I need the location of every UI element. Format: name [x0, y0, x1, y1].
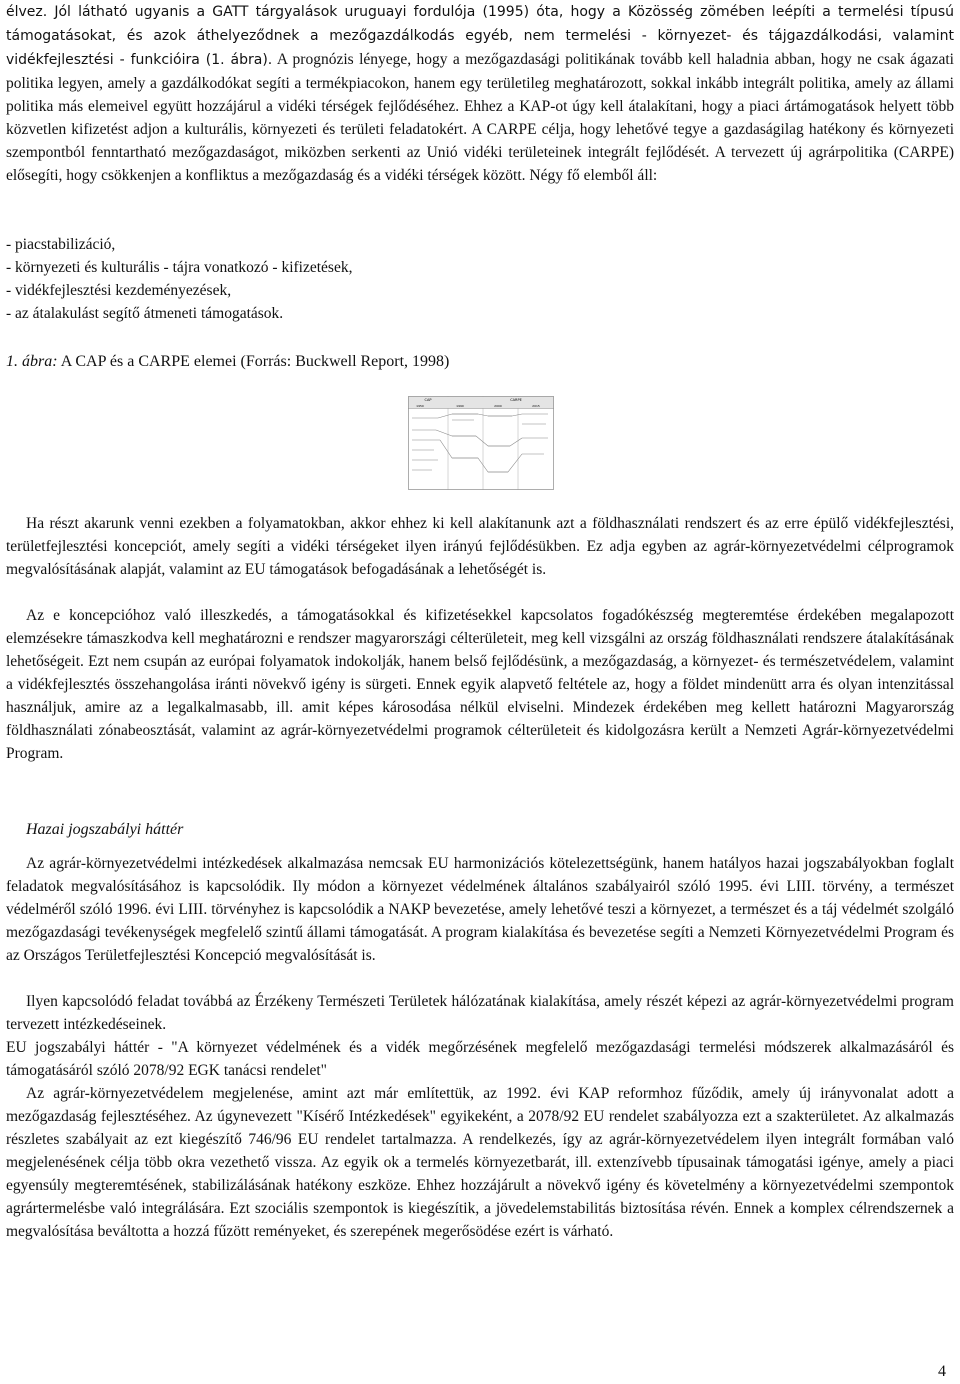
paragraph-domestic-law: Az agrár-környezetvédelmi intézkedések alkalmazása nemcsak EU harmonizációs kötelezettségünk, hanem hatályos hazai jogszabályokban foglalt feladatok megvalósításához is kapcsolódik. Ily módon a környezet védelmének általános szabályairól szóló 1995. évi LIII. törvény, a természet védelméről szóló 1996. évi LIII. törvényhez is kapcsolódik a NAKP bevezetése, amely lehetővé teszi a környezet, a természet és a táj védelmét szolgáló mezőgazdasági tevékenységek megfelelő szintű állami támogatását. A program kialakítása és bevezetése segíti a Nemzeti Környezetvédelmi Program és az Országos Területfejlesztési Koncepció megvalósítását is. — [6, 855, 954, 964]
paragraph-gatt-serif-text: A prognózis lényege, hogy a mezőgazdasági politikának tovább kell haladnia abban, hogy ne csak ágazati politika legyen, amely a gazdálkodókat segíti a termékpiacokon, hanem egy területileg meghatározott, sokkal inkább integrált politika, amely az állami politika más elemeivel együtt hozzájárul a vidéki térségek fejlődéséhez. Ehhez a KAP-ot úgy kell átalakítani, hogy a piaci ártámogatások helyett több közvetlen kifizetést adjon a kulturális, környezeti és területi feladatokért. A CARPE célja, hogy lehetővé tegye a gazdaságilag hatékony és környezeti szempontból fenntartható mezőgazdaságot, miközben serkenti az Unió vidéki területeinek integrált fejlődését. A tervezett új agrárpolitika (CARPE) elősegíti, hogy csökkenjen a konfliktus a mezőgazdaság és a vidéki térségek között. Négy fő elemből áll: — [6, 51, 954, 184]
paragraph-gatt — [6, 0, 954, 187]
paragraph-processes: Ha részt akarunk venni ezekben a folyamatokban, akkor ehhez ki kell alakítanunk azt a földhasználati rendszert és az erre épülő vidékfejlesztési, területfejlesztési koncepciót, amely segíti a vidéki térségeket ilyen irányú fejlődésükben. Ez adja egyben az agrár-környezetvédelmi célprogramok megvalósításának alapját, valamint az EU támogatások befogadásának a lehetőségét is. — [6, 515, 954, 578]
paragraph-concept: Az e koncepcióhoz való illeszkedés, a támogatásokkal és kifizetésekkel kapcsolatos fogadókészség megteremtése érdekében megalapozott elemzésekre támaszkodva kell meghatározni e rendszer magyarországi célterületeit, meg kell vizsgálni az ország földhasználati rendszere átalakításának lehetőségeit. Ezt nem csupán az európai folyamatok indokolják, hanem belső fejlődésünk, a mezőgazdaság, a környezet- és természetvédelem, valamint a vidékfejlesztés összehangolása iránti növekvő igény is sürgeti. Ennek egyik alapvető feltétele az, hogy a földet mindenütt arra és olyan intenzitással használjuk, amire az a legalkalmasabb, ill. amit képes károsodása nélkül elviselni. Mindezek érdekében meg kellett határozni Magyarország földhasználati zónabeosztását, valamint az agrár-környezetvédelmi programok célterületeit és kidolgozásra került a Nemzeti Agrár-környezetvédelmi Program. — [6, 607, 954, 762]
figure-year-label: 2015 — [532, 404, 540, 408]
cap-carpe-figure — [408, 396, 554, 490]
paragraph-gatt-sans-text: élvez. Jól látható ugyanis a GATT tárgyalások uruguayi fordulója (1995) óta, hogy a Közösség zömében leépíti a termelési típusú támogatásokat, és azok áthelyeződnek a mezőgazdálkodás egyéb, nem termelési - környezet- és tájgazdálkodási, valamint vidékfejlesztési - funkcióira (1. ábra). — [6, 4, 954, 68]
figure-label-carpe: CARPE — [510, 398, 522, 402]
list-item: - az átalakulást segítő átmeneti támogatások. — [6, 305, 284, 322]
carpe-elements-list — [6, 233, 352, 325]
figure-year-label: 1950 — [416, 404, 424, 408]
section-heading: Hazai jogszabályi háttér — [26, 821, 184, 838]
page-number: 4 — [938, 1363, 946, 1380]
figure-caption-label: 1. ábra: — [6, 353, 58, 370]
figure-label-cap: CAP — [424, 398, 432, 402]
figure-caption-text: A CAP és a CARPE elemei (Forrás: Buckwell Report, 1998) — [60, 353, 450, 370]
figure-year-label: 1990 — [456, 404, 464, 408]
figure-year-label: 2000 — [494, 404, 502, 408]
list-item: - vidékfejlesztési kezdeményezések, — [6, 282, 232, 299]
paragraph-agri-environment: Az agrár-környezetvédelem megjelenése, amint azt már említettük, az 1992. évi KAP reformhoz fűződik, amely új irányvonalat adott a mezőgazdaság fejlesztéséhez. Az úgynevezett "Kísérő Intézkedések" egyikeként, a 2078/92 EU rendelet szabályozza ezt a szakterületet. Az alkalmazás részletes szabályait az ezt kiegészítő 746/96 EU rendelet tartalmazza. A rendelkezés, így az agrár-környezetvédelem ilyen integrált formában való megjelenésének célja több okra vezethető vissza. Az egyik ok a termelés környezetbarát, ill. extenzívebb típusainak támogatási igénye, amely a piaci egyensúly megteremtésének, stabilizálásának hatékony eszköze. Ehhez hozzájárult a növekvő igény és követelmény a környezetvédelmi szempontok agrártermelésbe való integrálására. Ezt szociális szempontok is kiegészítik, a jövedelemstabilitás biztosítása révén. Ennek a komplex célrendszernek a megvalósítása beváltotta a hozzá fűzött reményeket, és szerepének megerősödése ezért is várható. — [6, 1085, 954, 1240]
list-item: - piacstabilizáció, — [6, 236, 116, 253]
figure-caption — [6, 350, 449, 373]
paragraph-eu-law: EU jogszabályi háttér - "A környezet védelmének és a vidék megőrzésének megfelelő mezőgazdasági termelési módszerek alkalmazásáról és támogatásáról szóló 2078/92 EGK tanácsi rendelet" — [6, 1039, 954, 1079]
paragraph-sensitive-areas: Ilyen kapcsolódó feladat továbbá az Érzékeny Természeti Területek hálózatának kialakítása, amely részét képezi az agrár-környezetvédelmi program tervezett intézkedéseinek. — [6, 993, 954, 1033]
list-item: - környezeti és kulturális - tájra vonatkozó - kifizetések, — [6, 259, 353, 276]
